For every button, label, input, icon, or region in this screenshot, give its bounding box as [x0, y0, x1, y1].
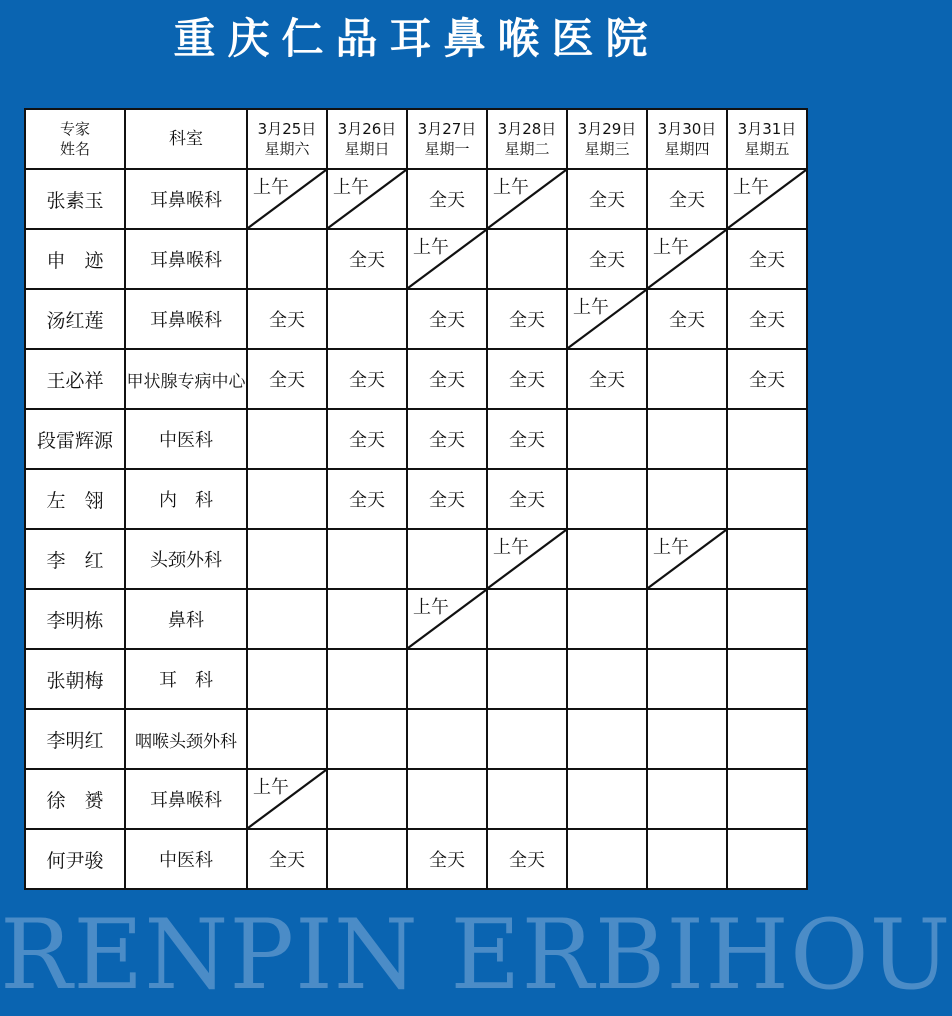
- slot-empty: [727, 469, 807, 529]
- doctor-name: 何尹骏: [25, 829, 125, 889]
- slot-full-day: 全天: [727, 289, 807, 349]
- day-weekday: 星期二: [504, 140, 550, 158]
- morning-diagonal: [248, 770, 326, 828]
- slot-full-day: 全天: [727, 229, 807, 289]
- slot-full-day: 全天: [647, 289, 727, 349]
- slot-empty: [727, 649, 807, 709]
- slot-full-day: 全天: [567, 229, 647, 289]
- slot-full-day: 全天: [247, 349, 327, 409]
- day-date: 3月31日: [737, 120, 797, 138]
- slot-empty: [247, 529, 327, 589]
- slot-morning: [407, 589, 487, 649]
- slot-empty: [487, 649, 567, 709]
- doctor-name: 李明红: [25, 709, 125, 769]
- header-day: [327, 109, 407, 169]
- slot-empty: [487, 709, 567, 769]
- slot-empty: [727, 409, 807, 469]
- slot-empty: [567, 769, 647, 829]
- department: 中医科: [125, 829, 247, 889]
- doctor-name: 王必祥: [25, 349, 125, 409]
- slot-label: 上午: [493, 177, 529, 198]
- department: 耳 科: [125, 649, 247, 709]
- day-date: 3月25日: [257, 120, 317, 138]
- slot-empty: [487, 589, 567, 649]
- slot-empty: [327, 589, 407, 649]
- slot-empty: [727, 829, 807, 889]
- morning-diagonal: [488, 170, 566, 228]
- day-date: 3月27日: [417, 120, 477, 138]
- slot-full-day: 全天: [487, 829, 567, 889]
- doctor-row: [25, 709, 807, 769]
- department: 耳鼻喉科: [125, 289, 247, 349]
- doctor-name: 汤红莲: [25, 289, 125, 349]
- morning-diagonal: [568, 290, 646, 348]
- slot-full-day: 全天: [327, 349, 407, 409]
- slot-morning: [487, 169, 567, 229]
- header-dept: 科室: [125, 109, 247, 169]
- doctor-row: [25, 529, 807, 589]
- morning-diagonal: [728, 170, 806, 228]
- slot-label: 上午: [573, 297, 609, 318]
- slot-full-day: 全天: [247, 289, 327, 349]
- doctor-row: [25, 409, 807, 469]
- slot-empty: [327, 529, 407, 589]
- doctor-row: [25, 229, 807, 289]
- slot-label: 上午: [733, 177, 769, 198]
- slot-full-day: 全天: [567, 349, 647, 409]
- slot-label: 上午: [653, 237, 689, 258]
- slot-morning: [327, 169, 407, 229]
- morning-diagonal: [488, 530, 566, 588]
- doctor-row: [25, 469, 807, 529]
- doctor-name: 李 红: [25, 529, 125, 589]
- slot-full-day: 全天: [327, 409, 407, 469]
- slot-full-day: 全天: [567, 169, 647, 229]
- slot-empty: [567, 829, 647, 889]
- day-date: 3月28日: [497, 120, 557, 138]
- slot-empty: [407, 769, 487, 829]
- day-weekday: 星期五: [744, 140, 790, 158]
- morning-diagonal: [648, 530, 726, 588]
- slot-empty: [647, 589, 727, 649]
- department: 中医科: [125, 409, 247, 469]
- doctor-row: [25, 289, 807, 349]
- doctor-row: [25, 649, 807, 709]
- slot-label: 上午: [413, 237, 449, 258]
- doctor-row: [25, 769, 807, 829]
- expert-schedule-table: [24, 108, 808, 890]
- header-day: [567, 109, 647, 169]
- slot-empty: [567, 409, 647, 469]
- doctor-name: 左 翎: [25, 469, 125, 529]
- slot-empty: [327, 829, 407, 889]
- day-weekday: 星期日: [344, 140, 390, 158]
- slot-full-day: 全天: [407, 349, 487, 409]
- morning-diagonal: [408, 590, 486, 648]
- header-day: [407, 109, 487, 169]
- department: 耳鼻喉科: [125, 229, 247, 289]
- doctor-row: [25, 169, 807, 229]
- slot-full-day: 全天: [487, 409, 567, 469]
- department: 甲状腺专病中心: [125, 349, 247, 409]
- department: 耳鼻喉科: [125, 169, 247, 229]
- header-expert-line1: 专家: [59, 120, 90, 138]
- header-day: [247, 109, 327, 169]
- slot-morning: [647, 229, 727, 289]
- slot-empty: [567, 649, 647, 709]
- slot-empty: [487, 229, 567, 289]
- morning-diagonal: [648, 230, 726, 288]
- slot-empty: [407, 649, 487, 709]
- slot-empty: [567, 589, 647, 649]
- slot-empty: [647, 709, 727, 769]
- doctor-name: 徐 赟: [25, 769, 125, 829]
- slot-full-day: 全天: [407, 469, 487, 529]
- slot-empty: [247, 649, 327, 709]
- slot-empty: [567, 469, 647, 529]
- slot-full-day: 全天: [407, 829, 487, 889]
- slot-morning: [407, 229, 487, 289]
- day-date: 3月30日: [657, 120, 717, 138]
- header-expert-line2: 姓名: [59, 140, 90, 158]
- slot-empty: [407, 529, 487, 589]
- slot-label: 上午: [653, 537, 689, 558]
- day-date: 3月26日: [337, 120, 397, 138]
- header-day: [487, 109, 567, 169]
- slot-empty: [247, 469, 327, 529]
- slot-empty: [647, 829, 727, 889]
- slot-empty: [647, 769, 727, 829]
- slot-empty: [327, 649, 407, 709]
- slot-morning: [247, 769, 327, 829]
- slot-empty: [247, 709, 327, 769]
- slot-morning: [247, 169, 327, 229]
- day-weekday: 星期四: [664, 140, 710, 158]
- slot-full-day: 全天: [487, 469, 567, 529]
- slot-empty: [487, 769, 567, 829]
- slot-empty: [727, 769, 807, 829]
- slot-full-day: 全天: [247, 829, 327, 889]
- header-day: [727, 109, 807, 169]
- header-day: [647, 109, 727, 169]
- department: 咽喉头颈外科: [125, 709, 247, 769]
- slot-empty: [567, 529, 647, 589]
- day-weekday: 星期一: [424, 140, 470, 158]
- slot-empty: [327, 289, 407, 349]
- slot-empty: [247, 409, 327, 469]
- slot-empty: [647, 649, 727, 709]
- slot-full-day: 全天: [327, 469, 407, 529]
- department: 头颈外科: [125, 529, 247, 589]
- slot-full-day: 全天: [407, 169, 487, 229]
- slot-empty: [247, 589, 327, 649]
- slot-morning: [567, 289, 647, 349]
- doctor-row: [25, 349, 807, 409]
- slot-full-day: 全天: [647, 169, 727, 229]
- watermark-text: RENPIN ERBIHOU: [0, 899, 952, 1011]
- doctor-name: 张朝梅: [25, 649, 125, 709]
- hospital-title: 重庆仁品耳鼻喉医院: [173, 14, 660, 63]
- schedule-body: [25, 169, 807, 889]
- slot-empty: [647, 409, 727, 469]
- slot-morning: [727, 169, 807, 229]
- slot-empty: [327, 769, 407, 829]
- slot-full-day: 全天: [407, 289, 487, 349]
- slot-label: 上午: [413, 597, 449, 618]
- slot-full-day: 全天: [487, 289, 567, 349]
- slot-empty: [727, 589, 807, 649]
- header-row: [25, 109, 807, 169]
- slot-label: 上午: [493, 537, 529, 558]
- doctor-row: [25, 589, 807, 649]
- slot-empty: [727, 709, 807, 769]
- morning-diagonal: [248, 170, 326, 228]
- header-expert-name: [25, 109, 125, 169]
- doctor-row: [25, 829, 807, 889]
- department: 耳鼻喉科: [125, 769, 247, 829]
- slot-empty: [407, 709, 487, 769]
- slot-empty: [647, 349, 727, 409]
- slot-full-day: 全天: [327, 229, 407, 289]
- department: 鼻科: [125, 589, 247, 649]
- morning-diagonal: [408, 230, 486, 288]
- slot-label: 上午: [253, 177, 289, 198]
- slot-empty: [727, 529, 807, 589]
- doctor-name: 李明栋: [25, 589, 125, 649]
- doctor-name: 段雷辉源: [25, 409, 125, 469]
- doctor-name: 申 迹: [25, 229, 125, 289]
- doctor-name: 张素玉: [25, 169, 125, 229]
- slot-empty: [567, 709, 647, 769]
- day-weekday: 星期六: [264, 140, 310, 158]
- slot-empty: [247, 229, 327, 289]
- slot-label: 上午: [253, 777, 289, 798]
- slot-morning: [487, 529, 567, 589]
- slot-full-day: 全天: [727, 349, 807, 409]
- department: 内 科: [125, 469, 247, 529]
- day-weekday: 星期三: [584, 140, 630, 158]
- slot-empty: [647, 469, 727, 529]
- slot-empty: [327, 709, 407, 769]
- slot-full-day: 全天: [487, 349, 567, 409]
- day-date: 3月29日: [577, 120, 637, 138]
- morning-diagonal: [328, 170, 406, 228]
- slot-full-day: 全天: [407, 409, 487, 469]
- slot-morning: [647, 529, 727, 589]
- slot-label: 上午: [333, 177, 369, 198]
